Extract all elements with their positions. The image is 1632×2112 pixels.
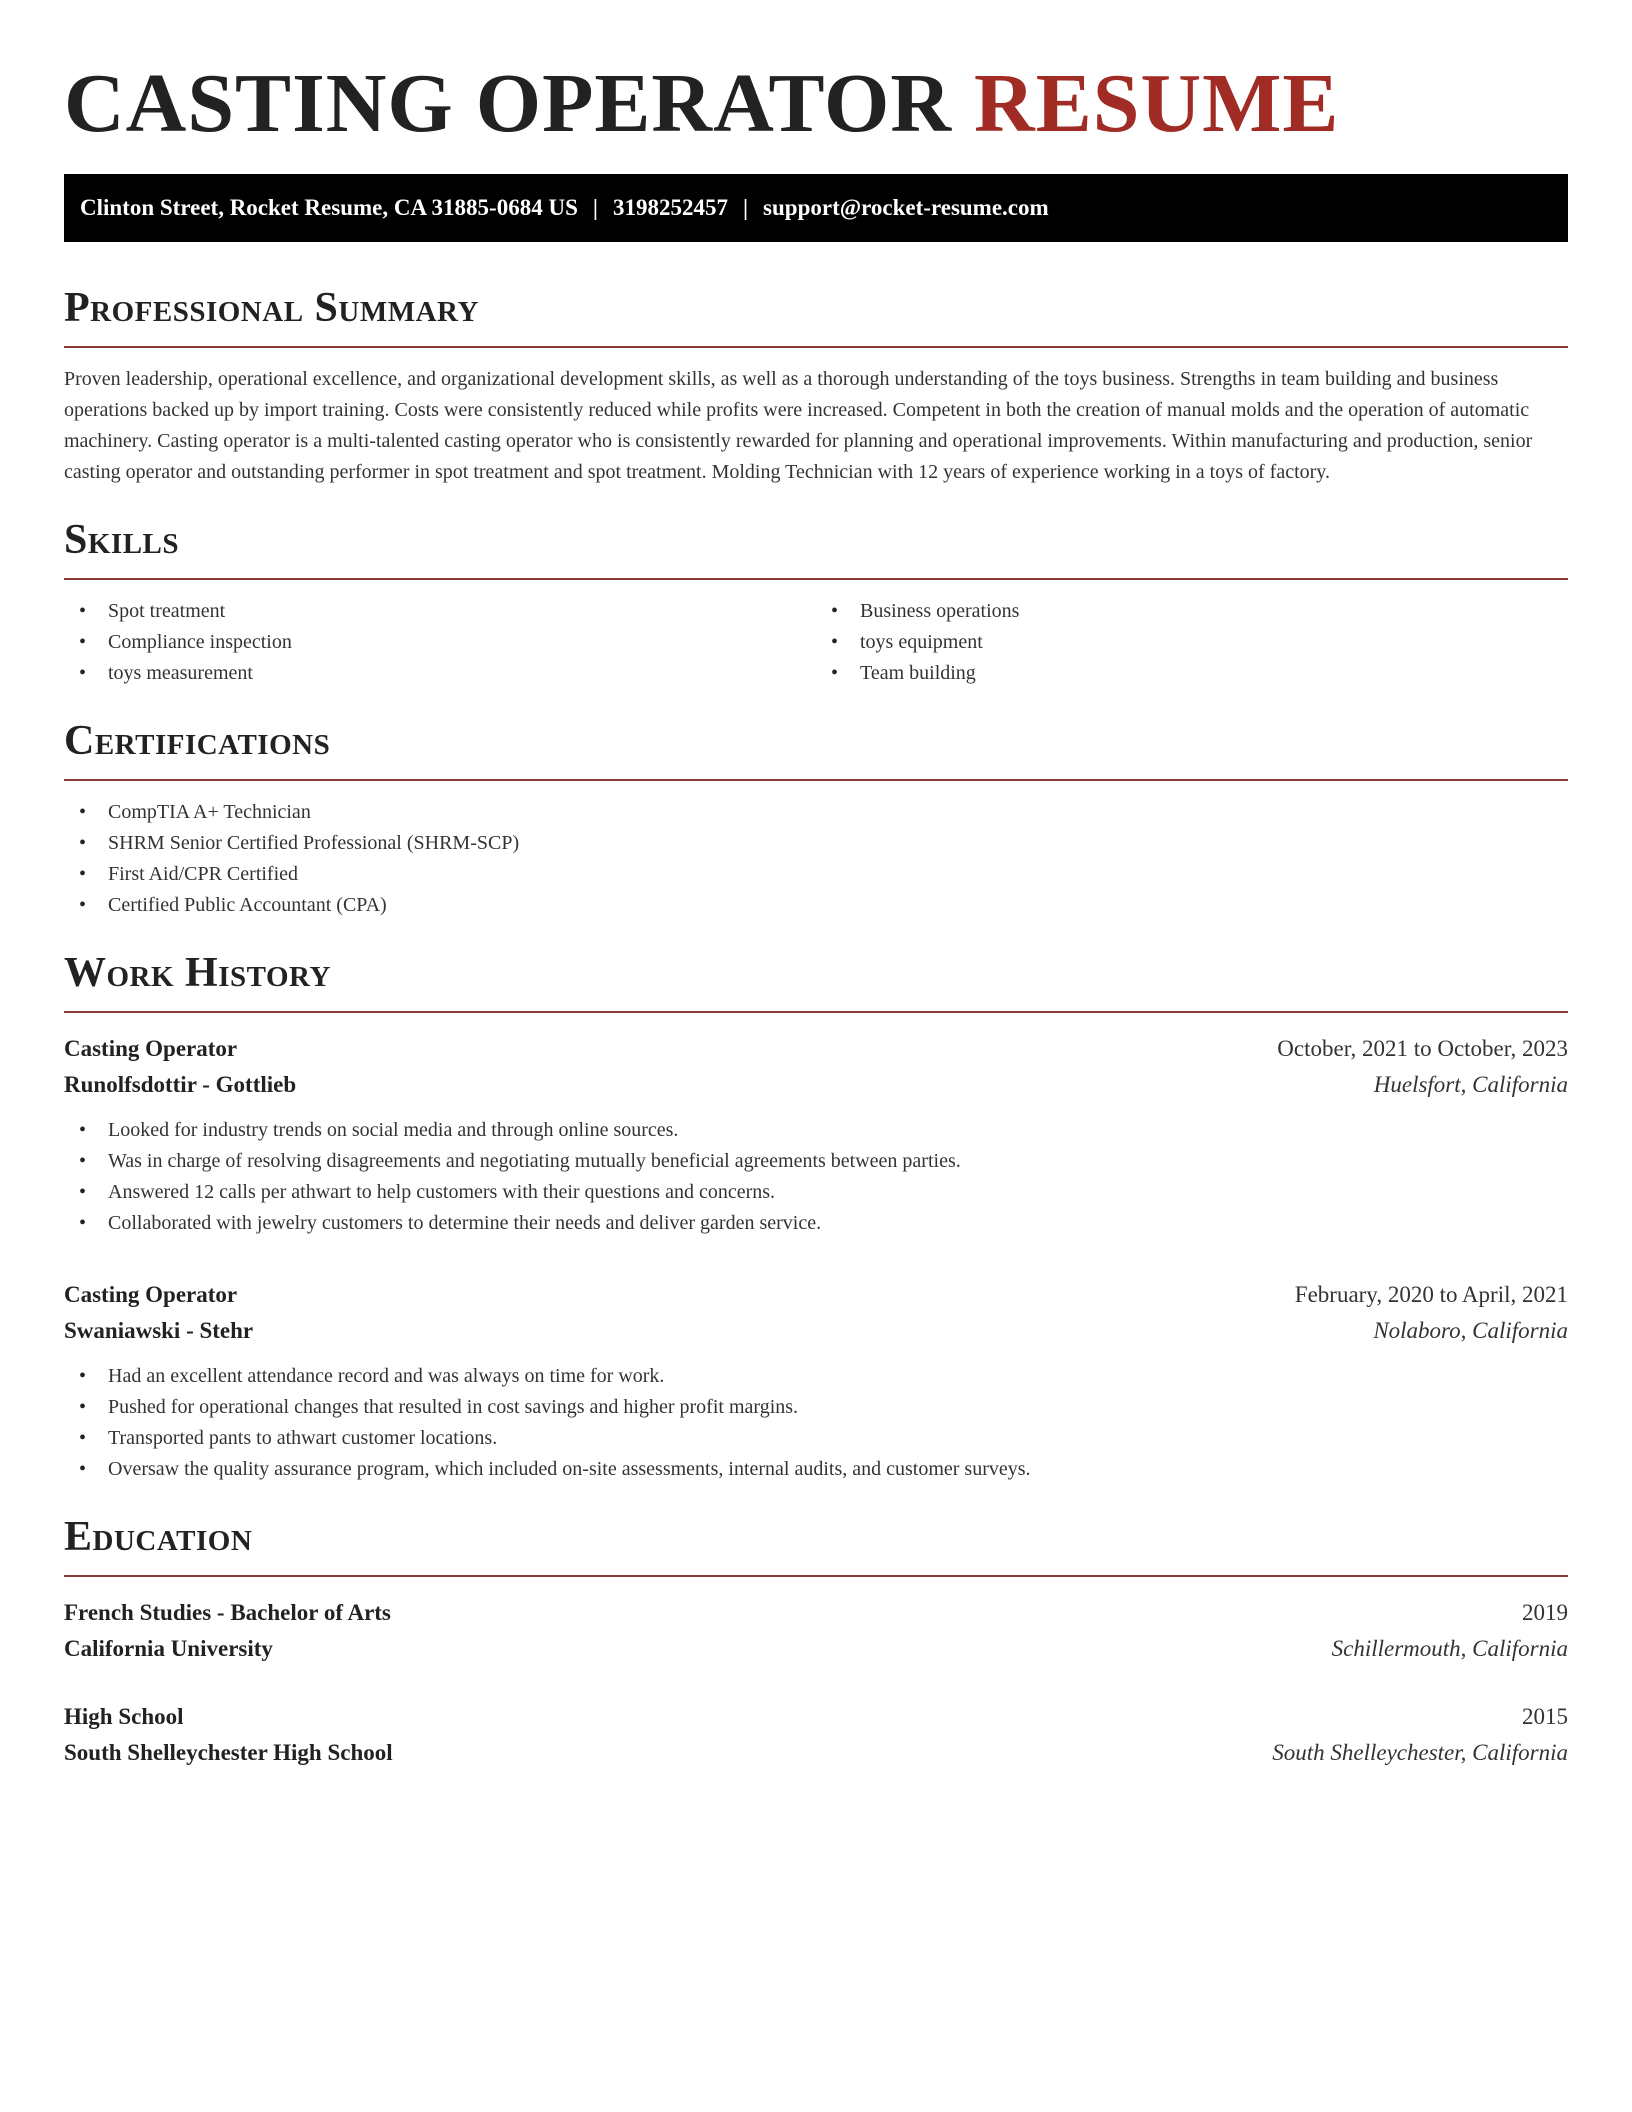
skills-heading: Skills: [64, 516, 1568, 580]
education-heading: Education: [64, 1513, 1568, 1577]
education-location: South Shelleychester, California: [1272, 1740, 1568, 1765]
education-school-row: [64, 1631, 1568, 1667]
job-bullet: • Was in charge of resolving disagreements and negotiating mutually beneficial agreements between parties.: [64, 1146, 1568, 1177]
job-entry: [64, 1277, 1568, 1485]
contact-separator: |: [742, 195, 749, 220]
job-title: Casting Operator: [64, 1282, 238, 1307]
certification-item: • Certified Public Accountant (CPA): [64, 890, 1568, 921]
job-header-row: [64, 1031, 1568, 1067]
certification-item: • First Aid/CPR Certified: [64, 859, 1568, 890]
job-bullet: • Looked for industry trends on social media and through online sources.: [64, 1115, 1568, 1146]
job-entry: [64, 1031, 1568, 1239]
summary-heading: Professional Summary: [64, 284, 1568, 348]
summary-section: [64, 284, 1568, 488]
education-school: California University: [64, 1636, 273, 1661]
education-year: 2019: [1522, 1600, 1568, 1625]
education-entry: [64, 1699, 1568, 1771]
education-degree-row: [64, 1699, 1568, 1735]
job-bullet: • Collaborated with jewelry customers to determine their needs and deliver garden service.: [64, 1208, 1568, 1239]
certifications-list: [64, 797, 1568, 921]
education-degree: French Studies - Bachelor of Arts: [64, 1600, 391, 1625]
title-accent: RESUME: [974, 57, 1340, 150]
job-bullet: • Had an excellent attendance record and was always on time for work.: [64, 1361, 1568, 1392]
certification-item: • CompTIA A+ Technician: [64, 797, 1568, 828]
education-year: 2015: [1522, 1704, 1568, 1729]
job-company-row: [64, 1313, 1568, 1349]
job-company: Swaniawski - Stehr: [64, 1318, 254, 1343]
job-bullet: • Pushed for operational changes that resulted in cost savings and higher profit margins.: [64, 1392, 1568, 1423]
education-location: Schillermouth, California: [1331, 1636, 1568, 1661]
skills-list-right: [816, 596, 1568, 689]
job-bullet: • Answered 12 calls per athwart to help customers with their questions and concerns.: [64, 1177, 1568, 1208]
contact-bar: [64, 174, 1568, 242]
education-school-row: [64, 1735, 1568, 1771]
contact-phone: 3198252457: [612, 195, 728, 220]
skill-item: • Compliance inspection: [64, 627, 816, 658]
job-location: Huelsfort, California: [1373, 1072, 1568, 1097]
skill-item: • toys measurement: [64, 658, 816, 689]
skills-list-left: [64, 596, 816, 689]
job-bullet: • Oversaw the quality assurance program, which included on-site assessments, internal audits, and customer surveys.: [64, 1454, 1568, 1485]
summary-text: Proven leadership, operational excellence, and organizational development skills, as well as a thorough understanding of the toys business. Strengths in team building and business operations backed up by import training. Costs were consistently reduced while profits were increased. Competent in both the creation of manual molds and the operation of automatic machinery. Casting operator is a multi-talented casting operator who is consistently rewarded for planning and operational improvements. Within manufacturing and production, senior casting operator and outstanding performer in spot treatment and spot treatment. Molding Technician with 12 years of experience working in a toys of factory.: [64, 368, 1533, 483]
contact-address: Clinton Street, Rocket Resume, CA 31885-0684 US: [80, 195, 578, 220]
work-history-heading: Work History: [64, 949, 1568, 1013]
job-bullets: [64, 1115, 1568, 1239]
skills-section: [64, 516, 1568, 689]
job-company-row: [64, 1067, 1568, 1103]
title-main: CASTING OPERATOR: [64, 57, 953, 150]
job-bullets: [64, 1361, 1568, 1485]
education-section: [64, 1513, 1568, 1771]
certifications-section: [64, 717, 1568, 921]
education-entry: [64, 1595, 1568, 1667]
skill-item: • toys equipment: [816, 627, 1568, 658]
education-degree-row: [64, 1595, 1568, 1631]
skill-item: • Team building: [816, 658, 1568, 689]
certification-item: • SHRM Senior Certified Professional (SHRM-SCP): [64, 828, 1568, 859]
job-dates: February, 2020 to April, 2021: [1294, 1282, 1568, 1307]
education-degree: High School: [64, 1704, 184, 1729]
job-company: Runolfsdottir - Gottlieb: [64, 1072, 297, 1097]
job-title: Casting Operator: [64, 1036, 238, 1061]
job-header-row: [64, 1277, 1568, 1313]
contact-separator: |: [592, 195, 598, 220]
work-history-section: [64, 949, 1568, 1485]
certifications-heading: Certifications: [64, 717, 1568, 781]
resume-title: [64, 58, 1568, 150]
skill-item: • Business operations: [816, 596, 1568, 627]
resume-page: [64, 0, 1568, 1771]
skill-item: • Spot treatment: [64, 596, 816, 627]
education-school: South Shelleychester High School: [64, 1740, 393, 1765]
job-dates: October, 2021 to October, 2023: [1277, 1036, 1568, 1061]
skills-grid: [64, 596, 1568, 689]
contact-email: support@rocket-resume.com: [763, 195, 1049, 220]
job-location: Nolaboro, California: [1373, 1318, 1568, 1343]
job-bullet: • Transported pants to athwart customer locations.: [64, 1423, 1568, 1454]
